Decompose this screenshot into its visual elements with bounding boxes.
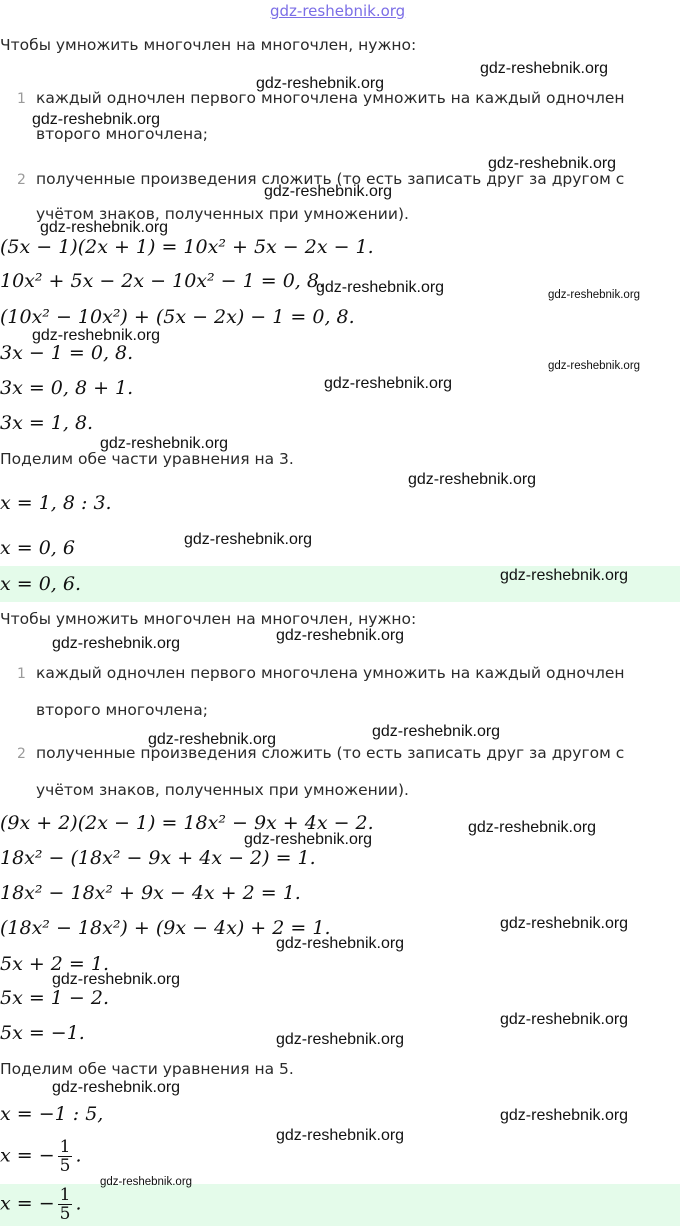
site-link[interactable]: gdz-reshebnik.org	[270, 2, 406, 20]
watermark: gdz-reshebnik.org	[372, 723, 501, 740]
watermark: gdz-reshebnik.org	[276, 1031, 405, 1048]
equation: 18x² − (18x² − 9x + 4x − 2) = 1.	[0, 847, 316, 869]
watermark: gdz-reshebnik.org	[316, 279, 445, 296]
watermark: gdz-reshebnik.org	[264, 183, 393, 200]
equation: 5x = −1.	[0, 1022, 85, 1044]
equation: (5x − 1)(2x + 1) = 10x² + 5x − 2x − 1.	[0, 236, 374, 258]
equation: 3x − 1 = 0, 8.	[0, 342, 134, 364]
watermark: gdz-reshebnik.org	[468, 819, 597, 836]
step-number: 1	[17, 666, 26, 682]
watermark: gdz-reshebnik.org	[324, 375, 453, 392]
equation: 18x² − 18x² + 9x − 4x + 2 = 1.	[0, 882, 301, 904]
rule-intro: Чтобы умножить многочлен на многочлен, нужно:	[0, 610, 417, 628]
watermark: gdz-reshebnik.org	[500, 1107, 629, 1124]
watermark: gdz-reshebnik.org	[408, 471, 537, 488]
equation-fraction: x = − $\frac{1}{5}$ .	[0, 1137, 82, 1176]
equation: 3x = 0, 8 + 1.	[0, 377, 134, 399]
watermark: gdz-reshebnik.org	[244, 831, 373, 848]
watermark: gdz-reshebnik.org	[276, 627, 405, 644]
step-text: полученные произведения сложить (то есть записать друг за другом с	[36, 744, 625, 762]
step-text: второго многочлена;	[36, 125, 208, 143]
watermark: gdz-reshebnik.org	[100, 1176, 193, 1188]
step-text: каждый одночлен первого многочлена умножить на каждый одночлен	[36, 664, 625, 682]
step-number: 2	[17, 172, 26, 188]
equation: 5x + 2 = 1.	[0, 953, 110, 975]
step-text: учётом знаков, полученных при умножении).	[36, 205, 409, 223]
watermark: gdz-reshebnik.org	[256, 75, 385, 92]
answer-band	[0, 1184, 680, 1226]
watermark: gdz-reshebnik.org	[100, 435, 229, 452]
step-number: 2	[17, 746, 26, 762]
equation: 3x = 1, 8.	[0, 412, 94, 434]
fraction: $\frac{1}{5}$	[59, 1185, 71, 1224]
step-text: второго многочлена;	[36, 701, 208, 719]
equation: 10x² + 5x − 2x − 10x² − 1 = 0, 8.	[0, 270, 326, 292]
step-text: учётом знаков, полученных при умножении).	[36, 781, 409, 799]
watermark: gdz-reshebnik.org	[500, 1011, 629, 1028]
step-text: полученные произведения сложить (то есть записать друг за другом с	[36, 170, 625, 188]
equation: x = 0, 6	[0, 537, 75, 559]
equation: (10x² − 10x²) + (5x − 2x) − 1 = 0, 8.	[0, 306, 355, 328]
watermark: gdz-reshebnik.org	[488, 155, 617, 172]
watermark: gdz-reshebnik.org	[32, 327, 161, 344]
watermark: gdz-reshebnik.org	[276, 935, 405, 952]
equation: x = 1, 8 : 3.	[0, 492, 112, 514]
watermark: gdz-reshebnik.org	[548, 289, 641, 301]
watermark: gdz-reshebnik.org	[500, 915, 629, 932]
watermark: gdz-reshebnik.org	[184, 531, 313, 548]
equation: (9x + 2)(2x − 1) = 18x² − 9x + 4x − 2.	[0, 812, 374, 834]
equation: x = −1 : 5,	[0, 1103, 104, 1125]
divide-note: Поделим обе части уравнения на 3.	[0, 450, 294, 468]
equation: (18x² − 18x²) + (9x − 4x) + 2 = 1.	[0, 917, 331, 939]
watermark: gdz-reshebnik.org	[32, 111, 161, 128]
watermark: gdz-reshebnik.org	[480, 60, 609, 77]
answer: x = − $\frac{1}{5}$ .	[0, 1185, 82, 1224]
rule-intro: Чтобы умножить многочлен на многочлен, нужно:	[0, 36, 417, 54]
watermark: gdz-reshebnik.org	[52, 971, 181, 988]
equation: 5x = 1 − 2.	[0, 987, 110, 1009]
answer: x = 0, 6.	[0, 573, 82, 595]
watermark: gdz-reshebnik.org	[148, 731, 277, 748]
step-number: 1	[17, 91, 26, 107]
watermark: gdz-reshebnik.org	[548, 360, 641, 372]
watermark: gdz-reshebnik.org	[52, 635, 181, 652]
watermark: gdz-reshebnik.org	[500, 567, 629, 584]
watermark: gdz-reshebnik.org	[40, 219, 169, 236]
divide-note: Поделим обе части уравнения на 5.	[0, 1060, 294, 1078]
watermark: gdz-reshebnik.org	[52, 1079, 181, 1096]
step-text: каждый одночлен первого многочлена умножить на каждый одночлен	[36, 89, 625, 107]
watermark: gdz-reshebnik.org	[276, 1127, 405, 1144]
fraction: $\frac{1}{5}$	[59, 1137, 71, 1176]
